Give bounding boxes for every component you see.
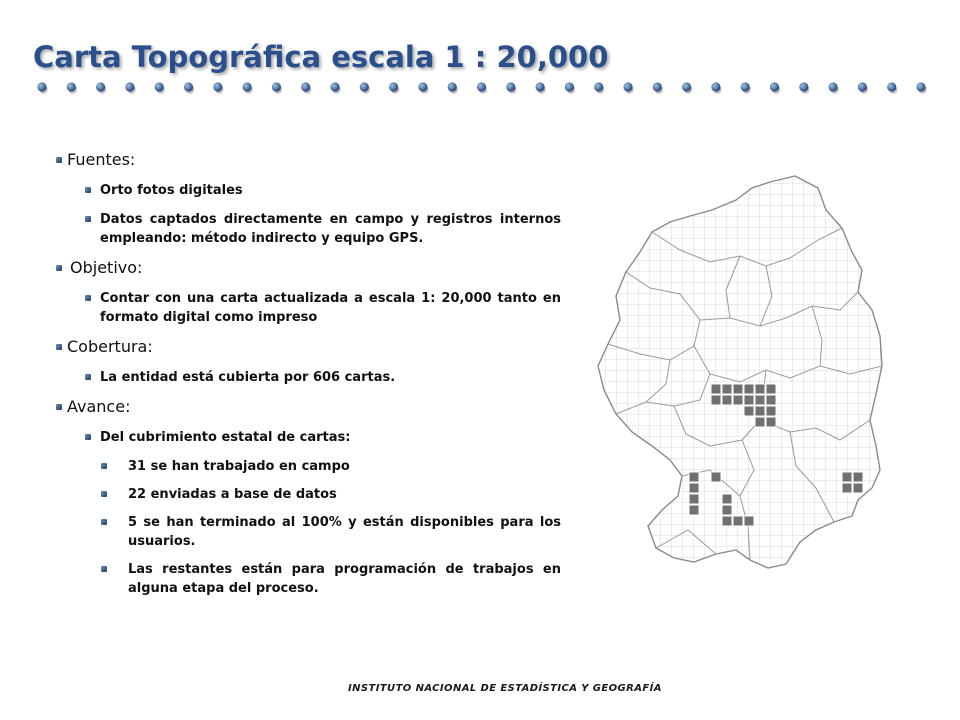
sub-list-item: 5 se han terminado al 100% y están disponibles para los usuarios.	[55, 513, 561, 551]
decorative-dot	[711, 82, 720, 91]
decorative-dot	[37, 82, 46, 91]
square-bullet-icon	[56, 265, 62, 271]
decorative-dot	[272, 82, 281, 91]
square-bullet-icon	[85, 216, 91, 222]
completed-cell	[853, 483, 863, 493]
state-topographic-grid-map	[590, 170, 890, 570]
grid-cells	[590, 170, 890, 570]
decorative-dot	[301, 82, 310, 91]
decorative-dot	[536, 82, 545, 91]
square-bullet-icon	[101, 491, 107, 497]
completed-cell	[689, 505, 699, 515]
square-bullet-icon	[101, 463, 107, 469]
decorative-dot	[829, 82, 838, 91]
completed-cell	[744, 516, 754, 526]
square-bullet-icon	[56, 404, 62, 410]
completed-cell	[711, 472, 721, 482]
completed-cell	[689, 494, 699, 504]
decorative-dot	[682, 82, 691, 91]
completed-cell	[689, 472, 699, 482]
completed-cell	[733, 384, 743, 394]
decorative-dot	[594, 82, 603, 91]
section-heading-fuentes: Fuentes:	[55, 150, 561, 170]
decorative-dot-row	[30, 76, 930, 100]
decorative-dot	[125, 82, 134, 91]
completed-cell	[755, 417, 765, 427]
decorative-dot	[448, 82, 457, 91]
decorative-dot	[213, 82, 222, 91]
list-item: Del cubrimiento estatal de cartas:	[55, 428, 561, 447]
decorative-dot	[184, 82, 193, 91]
completed-cell	[842, 483, 852, 493]
sub-list-item: 31 se han trabajado en campo	[55, 457, 561, 476]
square-bullet-icon	[85, 295, 91, 301]
decorative-dot	[389, 82, 398, 91]
square-bullet-icon	[85, 434, 91, 440]
square-bullet-icon	[85, 374, 91, 380]
completed-cell	[744, 395, 754, 405]
completed-cell	[722, 494, 732, 504]
list-item: Datos captados directamente en campo y registros internos empleando: método indirecto y equipo GPS.	[55, 210, 561, 248]
completed-cell	[733, 516, 743, 526]
decorative-dot	[418, 82, 427, 91]
completed-cell	[722, 505, 732, 515]
content-list	[55, 150, 561, 607]
completed-cell	[711, 384, 721, 394]
institution-footer: INSTITUTO NACIONAL DE ESTADÍSTICA Y GEOGRAFÍA	[348, 683, 662, 694]
completed-cell	[766, 395, 776, 405]
decorative-dot	[477, 82, 486, 91]
slide-title: Carta Topográfica escala 1 : 20,000	[33, 40, 609, 74]
decorative-dot	[858, 82, 867, 91]
completed-cell	[755, 384, 765, 394]
completed-cell	[722, 516, 732, 526]
completed-cell	[853, 472, 863, 482]
list-item: Orto fotos digitales	[55, 181, 561, 200]
sub-list-item: Las restantes están para programación de trabajos en alguna etapa del proceso.	[55, 560, 561, 598]
decorative-dot	[506, 82, 515, 91]
decorative-dot	[67, 82, 76, 91]
completed-cell	[755, 395, 765, 405]
square-bullet-icon	[56, 344, 62, 350]
square-bullet-icon	[56, 157, 62, 163]
completed-cell	[766, 417, 776, 427]
completed-cell	[744, 384, 754, 394]
completed-cell	[733, 395, 743, 405]
decorative-dot	[243, 82, 252, 91]
completed-cell	[722, 384, 732, 394]
completed-cell	[842, 472, 852, 482]
decorative-dot	[360, 82, 369, 91]
decorative-dot	[916, 82, 925, 91]
completed-cell	[766, 406, 776, 416]
sub-list-item: 22 enviadas a base de datos	[55, 485, 561, 504]
square-bullet-icon	[101, 519, 107, 525]
section-heading-cobertura: Cobertura:	[55, 337, 561, 357]
decorative-dot	[330, 82, 339, 91]
decorative-dot	[623, 82, 632, 91]
square-bullet-icon	[85, 187, 91, 193]
decorative-dot	[155, 82, 164, 91]
decorative-dot	[887, 82, 896, 91]
completed-cell	[755, 406, 765, 416]
completed-cell	[689, 483, 699, 493]
decorative-dot	[96, 82, 105, 91]
completed-cell	[711, 395, 721, 405]
decorative-dot	[565, 82, 574, 91]
decorative-dot	[741, 82, 750, 91]
list-item: La entidad está cubierta por 606 cartas.	[55, 368, 561, 387]
completed-cell	[766, 384, 776, 394]
decorative-dot	[770, 82, 779, 91]
decorative-dot	[799, 82, 808, 91]
square-bullet-icon	[101, 566, 107, 572]
section-heading-objetivo: Objetivo:	[55, 258, 561, 278]
completed-cell	[744, 406, 754, 416]
section-heading-avance: Avance:	[55, 397, 561, 417]
completed-cell	[722, 395, 732, 405]
list-item: Contar con una carta actualizada a escala 1: 20,000 tanto en formato digital como impreso	[55, 289, 561, 327]
decorative-dot	[653, 82, 662, 91]
